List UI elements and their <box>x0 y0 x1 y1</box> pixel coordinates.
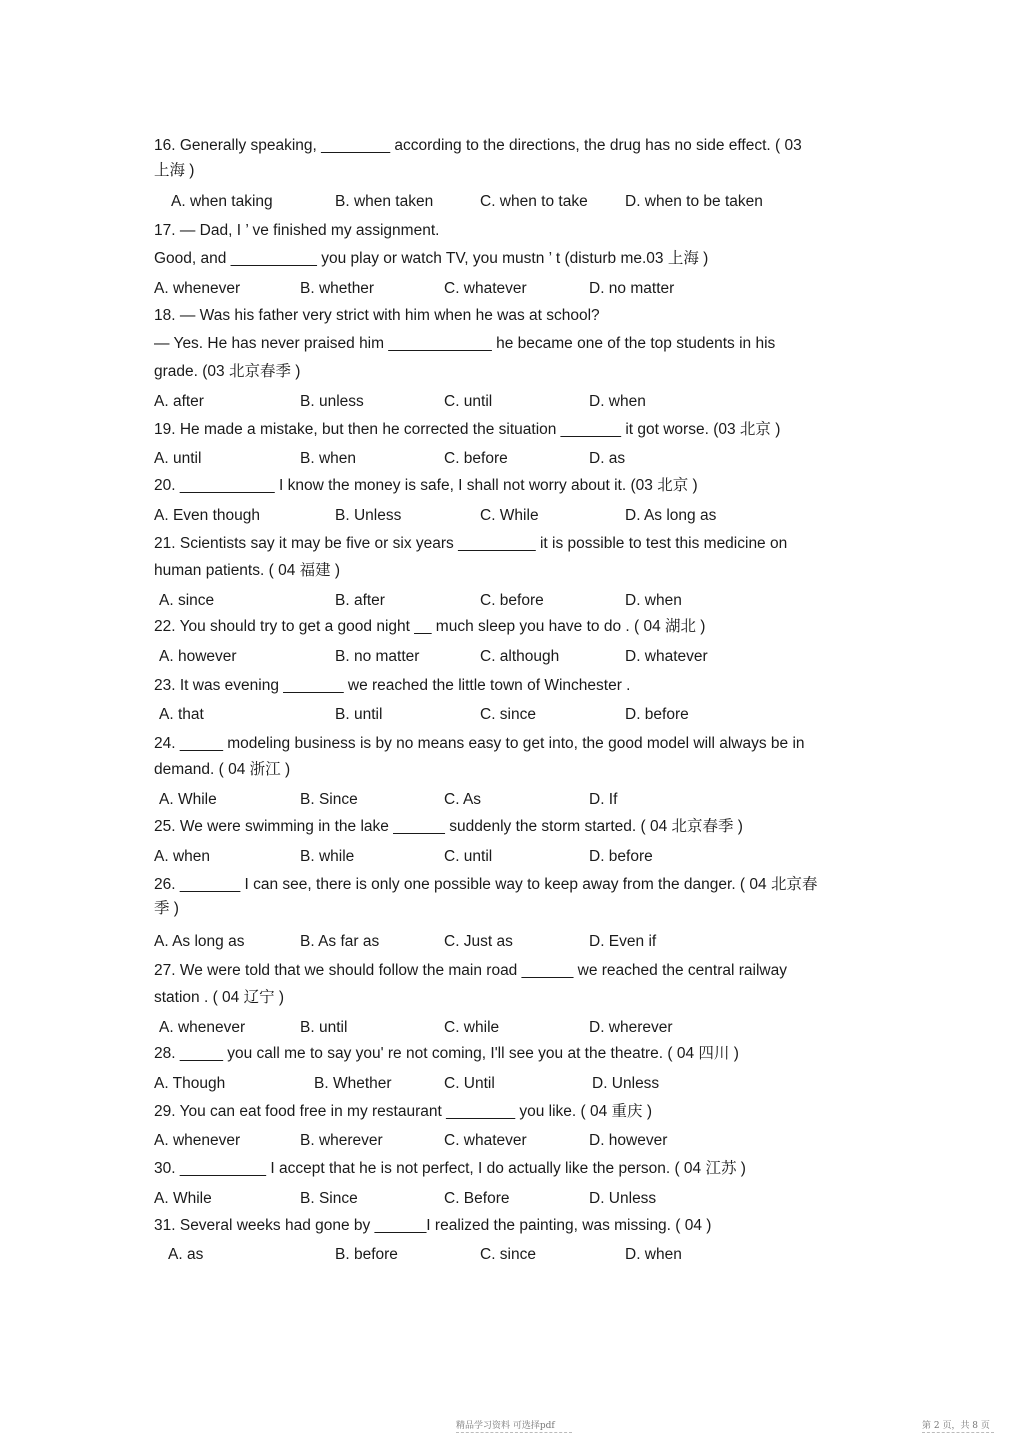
footer-right-divider <box>922 1432 994 1435</box>
question-26-option-b: B. As far as <box>300 933 380 950</box>
question-21-line-1: 21. Scientists say it may be five or six years _________ it is possible to test this medicine on <box>154 535 788 552</box>
question-25-option-a: A. when <box>154 848 211 865</box>
question-28-option-c: C. Until <box>444 1075 495 1092</box>
question-19-option-c: C. before <box>444 450 508 467</box>
question-30-line-1: 30. __________ I accept that he is not perfect, I do actually like the person. ( 04 江苏 ) <box>154 1160 746 1177</box>
question-29-line-1: 29. You can eat food free in my restaurant ________ you like. ( 04 重庆 ) <box>154 1103 653 1120</box>
question-18-option-a: A. after <box>154 393 204 410</box>
question-23-option-c: C. since <box>480 706 536 723</box>
question-17-option-b: B. whether <box>300 280 375 297</box>
question-22-option-d: D. whatever <box>625 648 708 665</box>
question-27-option-d: D. wherever <box>589 1019 673 1036</box>
question-24-option-b: B. Since <box>300 791 358 808</box>
question-25-line-1: 25. We were swimming in the lake ______ suddenly the storm started. ( 04 北京春季 ) <box>154 818 743 835</box>
question-16-line-1: 16. Generally speaking, ________ according to the directions, the drug has no side effect. ( 03 <box>154 137 802 154</box>
question-26-option-d: D. Even if <box>589 933 657 950</box>
question-25-option-d: D. before <box>589 848 653 865</box>
question-16-option-b: B. when taken <box>335 193 434 210</box>
question-24-option-d: D. If <box>589 791 618 808</box>
question-29-option-a: A. whenever <box>154 1132 241 1149</box>
question-16-option-a: A. when taking <box>171 193 273 210</box>
question-17-option-a: A. whenever <box>154 280 241 297</box>
question-17-option-c: C. whatever <box>444 280 527 297</box>
question-28-option-a: A. Though <box>154 1075 226 1092</box>
question-28-option-b: B. Whether <box>314 1075 392 1092</box>
question-21-option-d: D. when <box>625 592 682 609</box>
question-23-option-b: B. until <box>335 706 383 723</box>
question-16-option-d: D. when to be taken <box>625 193 763 210</box>
question-20-option-c: C. While <box>480 507 539 524</box>
question-26-line-1: 26. _______ I can see, there is only one possible way to keep away from the danger. ( 04 北京春 <box>154 876 818 893</box>
question-20-option-b: B. Unless <box>335 507 402 524</box>
question-21-option-b: B. after <box>335 592 385 609</box>
question-27-option-c: C. while <box>444 1019 500 1036</box>
question-20-line-1: 20. ___________ I know the money is safe, I shall not worry about it. (03 北京 ) <box>154 477 698 494</box>
question-16-option-c: C. when to take <box>480 193 588 210</box>
question-17-line-2: Good, and __________ you play or watch TV, you mustn ’ t (disturb me.03 上海 ) <box>154 250 709 267</box>
question-19-option-a: A. until <box>154 450 202 467</box>
question-27-option-a: A. whenever <box>159 1019 246 1036</box>
question-21-option-a: A. since <box>159 592 215 609</box>
question-30-option-b: B. Since <box>300 1190 358 1207</box>
footer-page-number: 第 2 页，共 8 页 <box>922 1421 990 1431</box>
question-22-line-1: 22. You should try to get a good night __ much sleep you have to do . ( 04 湖北 ) <box>154 618 706 635</box>
question-16-line-2: 上海 ) <box>154 162 195 179</box>
question-27-line-2: station . ( 04 辽宁 ) <box>154 989 285 1006</box>
question-21-line-2: human patients. ( 04 福建 ) <box>154 562 341 579</box>
question-31-option-a: A. as <box>168 1246 204 1263</box>
question-26-line-2: 季 ) <box>154 900 179 917</box>
question-29-option-b: B. wherever <box>300 1132 383 1149</box>
question-19-option-d: D. as <box>589 450 626 467</box>
question-24-option-a: A. While <box>159 791 217 808</box>
question-30-option-d: D. Unless <box>589 1190 657 1207</box>
question-26-option-c: C. Just as <box>444 933 513 950</box>
question-18-option-c: C. until <box>444 393 493 410</box>
question-19-option-b: B. when <box>300 450 357 467</box>
question-18-line-3: grade. (03 北京春季 ) <box>154 363 301 380</box>
question-18-line-1: 18. — Was his father very strict with him when he was at school? <box>154 307 600 324</box>
question-22-option-c: C. although <box>480 648 560 665</box>
question-19-line-1: 19. He made a mistake, but then he corrected the situation _______ it got worse. (03 北京 ) <box>154 421 781 438</box>
question-23-option-a: A. that <box>159 706 204 723</box>
question-23-option-d: D. before <box>625 706 689 723</box>
question-22-option-b: B. no matter <box>335 648 420 665</box>
question-31-line-1: 31. Several weeks had gone by ______I realized the painting, was missing. ( 04 ) <box>154 1217 712 1234</box>
question-17-option-d: D. no matter <box>589 280 675 297</box>
question-20-option-a: A. Even though <box>154 507 260 524</box>
question-29-option-c: C. whatever <box>444 1132 527 1149</box>
question-28-line-1: 28. _____ you call me to say you' re not coming, I'll see you at the theatre. ( 04 四川 ) <box>154 1045 739 1062</box>
question-23-line-1: 23. It was evening _______ we reached the little town of Winchester . <box>154 677 631 694</box>
question-26-option-a: A. As long as <box>154 933 245 950</box>
question-24-line-1: 24. _____ modeling business is by no means easy to get into, the good model will always be in <box>154 735 805 752</box>
question-18-option-b: B. unless <box>300 393 364 410</box>
question-25-option-b: B. while <box>300 848 355 865</box>
question-28-option-d: D. Unless <box>592 1075 660 1092</box>
question-31-option-c: C. since <box>480 1246 536 1263</box>
question-22-option-a: A. however <box>159 648 237 665</box>
question-21-option-c: C. before <box>480 592 544 609</box>
question-31-option-d: D. when <box>625 1246 682 1263</box>
question-27-option-b: B. until <box>300 1019 348 1036</box>
question-29-option-d: D. however <box>589 1132 668 1149</box>
question-24-option-c: C. As <box>444 791 482 808</box>
question-30-option-a: A. While <box>154 1190 212 1207</box>
question-27-line-1: 27. We were told that we should follow the main road ______ we reached the central railway <box>154 962 787 979</box>
question-17-line-1: 17. — Dad, I ’ ve finished my assignment. <box>154 222 440 239</box>
question-18-line-2: — Yes. He has never praised him ____________ he became one of the top students in his <box>154 335 776 352</box>
question-31-option-b: B. before <box>335 1246 398 1263</box>
question-30-option-c: C. Before <box>444 1190 510 1207</box>
question-18-option-d: D. when <box>589 393 646 410</box>
footer-watermark: 精品学习资料 可选择pdf <box>456 1421 555 1431</box>
question-20-option-d: D. As long as <box>625 507 717 524</box>
question-25-option-c: C. until <box>444 848 493 865</box>
footer-left-divider <box>456 1432 572 1435</box>
question-24-line-2: demand. ( 04 浙江 ) <box>154 761 291 778</box>
